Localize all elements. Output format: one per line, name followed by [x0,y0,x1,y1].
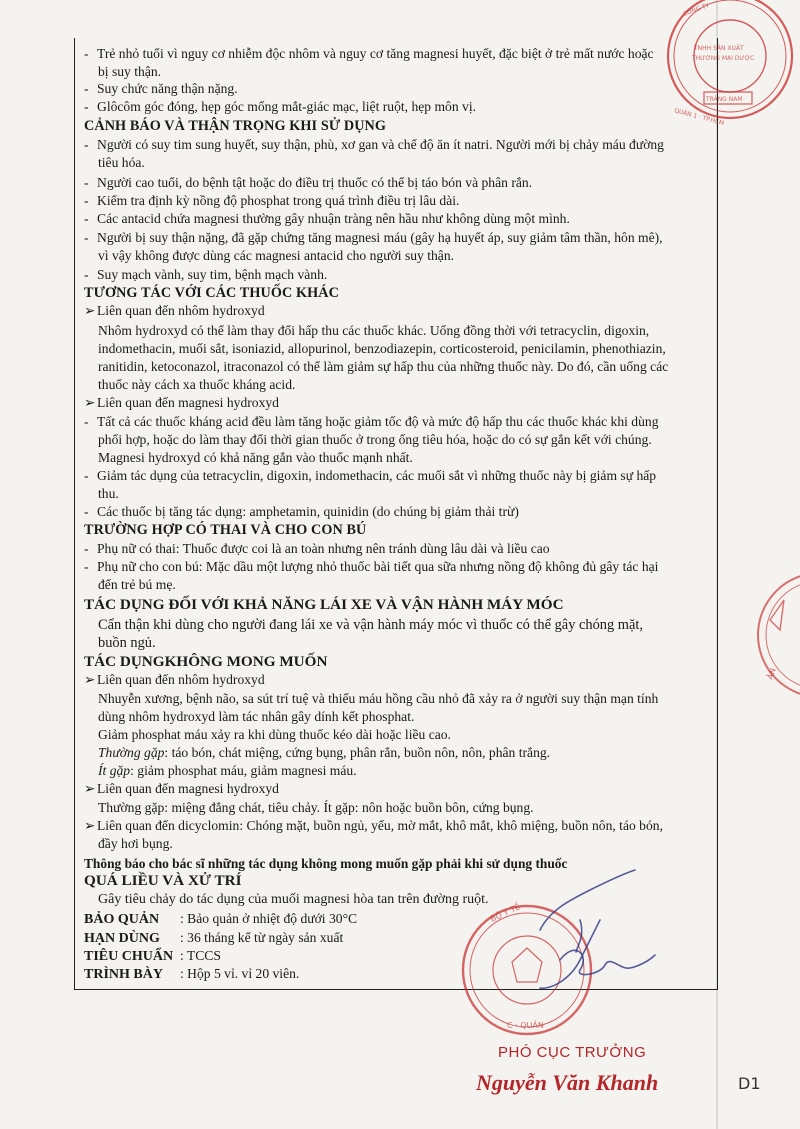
list-item: - Người bị suy thận nặng, đã gặp chứng tăng magnesi máu (gây hạ huyết áp, suy giảm tâm thần, hôn mê), [84,230,663,245]
section-heading-pregnancy: TRƯỜNG HỢP CÓ THAI VÀ CHO CON BÚ [84,522,367,538]
list-item-continued: thu. [98,486,119,501]
paragraph-line: ranitidin, ketoconazol, itraconazol có thể làm giảm sự hấp thu của những thuốc này. Do đó, cần uống các [98,359,669,374]
list-item: - Giảm tác dụng của tetracyclin, digoxin, indomethacin, các muối sắt vì những thuốc này bị giảm sự hấp [84,468,657,483]
svg-text:CÔNG TY: CÔNG TY [682,1,711,18]
section-heading-side-effects: TÁC DỤNGKHÔNG MONG MUỐN [84,653,328,670]
list-item: - Suy mạch vành, suy tim, bệnh mạch vành. [84,267,328,282]
page-mark: D1 [738,1074,761,1093]
paragraph-line: Ít gặp: giảm phosphat máu, giảm magnesi máu. [98,763,357,778]
svg-text:TRÀNG NAM: TRÀNG NAM [706,96,743,103]
paragraph-line: indomethacin, muối sắt, isoniazid, allopurinol, benzodiazepin, corticosteroid, penicilamin, phenothiazin, [98,341,666,356]
list-item-continued: tiêu hóa. [98,155,145,170]
paragraph-line: buồn ngủ. [98,635,156,651]
spec-row-packaging: TRÌNH BÀY : Hộp 5 vỉ. vỉ 20 viên. [84,966,300,982]
company-stamp-icon [632,0,800,130]
list-item: - Trẻ nhỏ tuổi vì nguy cơ nhiễm độc nhôm và nguy cơ tăng magnesi huyết, đặc biệt ở trẻ mất nước hoặc [84,46,654,61]
paragraph-line: Cẩn thận khi dùng cho người đang lái xe và vận hành máy móc vì thuốc có thể gây chóng mặt, [98,617,643,633]
paragraph-line: đầy hơi bụng. [98,836,173,851]
paragraph-line: Thường gặp: táo bón, chát miệng, cứng bụng, phân rắn, buồn nôn, nôn, phân trắng. [98,745,551,760]
svg-text:BỘ Y TẾ: BỘ Y TẾ [489,902,522,924]
bullet-item: ➢ Liên quan đến magnesi hydroxyd [84,395,279,410]
svg-text:THƯƠNG MẠI DƯỢC: THƯƠNG MẠI DƯỢC [692,55,755,62]
arrow-bullet-icon: ➢ [84,672,96,687]
paragraph-line: Giảm phosphat máu xảy ra khi dùng thuốc kéo dài hoặc liều cao. [98,727,451,742]
section-heading-driving: TÁC DỤNG ĐỐI VỚI KHẢ NĂNG LÁI XE VÀ VẬN HÀNH MÁY MÓC [84,596,564,613]
list-item: - Các antacid chứa magnesi thường gây nhuận tràng nên hầu như không dùng một mình. [84,211,570,226]
list-item: - Người có suy tim sung huyết, suy thận, phù, xơ gan và chế độ ăn ít natri. Người mới bị chảy máu đường [84,137,664,152]
arrow-bullet-icon: ➢ [84,781,96,796]
svg-text:ÂN: ÂN [765,666,778,681]
arrow-bullet-icon: ➢ [84,818,96,833]
bullet-item: ➢ Liên quan đến nhôm hydroxyd [84,303,265,318]
svg-text:QUẬN 1 · TP.HCM: QUẬN 1 · TP.HCM [673,107,725,128]
list-item: - Glôcôm góc đóng, hẹp góc mống mắt-giác mạc, liệt ruột, hẹp môn vị. [84,99,477,114]
paragraph-line: Nhuyễn xương, bệnh não, sa sút trí tuệ và thiếu máu hồng cầu nhỏ đã xảy ra ở người suy thận mạn tính [98,691,659,706]
paragraph-line: Thường gặp: miệng đắng chát, tiêu chảy. Ít gặp: nôn hoặc buồn bôn, cứng bụng. [98,800,534,815]
section-heading-overdose: QUÁ LIỀU VÀ XỬ TRÍ [84,872,242,889]
paragraph-line: dùng nhôm hydroxyd làm tác nhân gây dính kết phosphat. [98,709,415,724]
bullet-item: ➢ Liên quan đến magnesi hydroxyd [84,781,279,796]
list-item: - Các thuốc bị tăng tác dụng: amphetamin, quinidin (do chúng bị giảm thải trừ) [84,504,519,519]
list-item: - Tất cả các thuốc kháng acid đều làm tăng hoặc giảm tốc độ và mức độ hấp thu các thuốc khác khi dùng [84,414,659,429]
signature-icon [480,860,680,1020]
list-item-continued: Magnesi hydroxyd có khả năng gắn vào thuốc mạnh nhất. [98,450,413,465]
paragraph-line: Gây tiêu chảy do tác dụng của muối magnesi hòa tan trên đường ruột. [98,892,489,907]
section-heading-warnings: CẢNH BÁO VÀ THẬN TRỌNG KHI SỬ DỤNG [84,118,387,134]
list-item: - Phụ nữ cho con bú: Mặc dầu một lượng nhỏ thuốc bài tiết qua sữa nhưng nồng độ không đủ gây tác hại [84,559,659,574]
notice-text: Thông báo cho bác sĩ những tác dụng không mong muốn gặp phải khi sử dụng thuốc [84,856,568,871]
list-item-continued: vì vậy không được dùng các magnesi antacid cho người suy thận. [98,248,455,263]
list-item: - Suy chức năng thận nặng. [84,81,238,96]
section-heading-interactions: TƯƠNG TÁC VỚI CÁC THUỐC KHÁC [84,285,339,301]
spec-row-storage: BẢO QUẢN : Bảo quản ở nhiệt độ dưới 30°C [84,911,358,927]
spec-row-expiry: HẠN DÙNG : 36 tháng kể từ ngày sản xuất [84,930,344,946]
signatory-name: Nguyễn Văn Khanh [476,1070,659,1095]
svg-text:C · QUẢN: C · QUẢN [507,1021,544,1030]
paragraph-line: thuốc này cách xa thuốc kháng acid. [98,377,296,392]
bullet-item: ➢ Liên quan đến nhôm hydroxyd [84,672,265,687]
svg-text:TNHH SẢN XUẤT: TNHH SẢN XUẤT [694,45,744,52]
list-item-continued: phối hợp, hoặc do làm thay đổi thời gian thuốc ở trong ống tiêu hóa, hoặc do có sự gắn kết với chúng. [98,432,652,447]
list-item: - Phụ nữ có thai: Thuốc được coi là an toàn nhưng nên tránh dùng lâu dài và liều cao [84,541,550,556]
list-item-continued: đến trẻ bú mẹ. [98,577,176,592]
list-item: - Kiểm tra định kỳ nồng độ phosphat trong quá trình điều trị lâu dài. [84,193,460,208]
spec-row-standard: TIÊU CHUẨN : TCCS [84,948,221,964]
signatory-title: PHÓ CỤC TRƯỞNG [498,1044,647,1061]
arrow-bullet-icon: ➢ [84,303,96,318]
list-item: - Người cao tuổi, do bệnh tật hoặc do điều trị thuốc có thể bị táo bón và phân rắn. [84,175,533,190]
paragraph-line: Nhôm hydroxyd có thể làm thay đổi hấp thu các thuốc khác. Uống đồng thời với tetracyclin, digoxin, [98,323,650,338]
list-item-continued: bị suy thận. [98,64,162,79]
arrow-bullet-icon: ➢ [84,395,96,410]
partial-stamp-icon [740,560,800,710]
bullet-item: ➢ Liên quan đến dicyclomin: Chóng mặt, buồn ngủ, yếu, mờ mắt, khô mắt, khô miệng, buồn nôn, táo bón, [84,818,663,833]
